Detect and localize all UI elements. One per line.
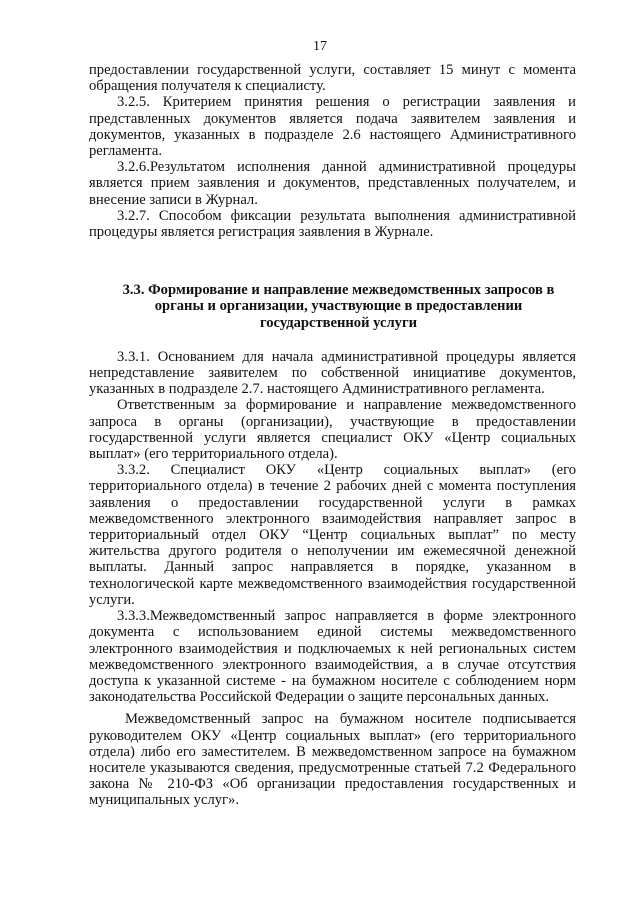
document-body xyxy=(89,62,576,809)
paragraph-paper-request: Межведомственный запрос на бумажном носителе подписывается руководителем ОКУ «Центр социальных выплат» (его территориального отдела) либо его заместителем. В межведомственном запросе на бумажном носителе указываются сведения, предусмотренные статьей 7.2 Федерального закона № 210-ФЗ «Об организации предоставления государственных и муниципальных услуг». xyxy=(89,711,576,809)
paragraph-3-3-2: 3.3.2. Специалист ОКУ «Центр социальных выплат» (его территориального отдела) в течение 2 рабочих дней с момента поступления заявления о предоставлении государственной услуги в рамках межведомственного электронного взаимодействия направляет запрос в территориальный отдел ОКУ “Центр социальных выплат” по месту жительства другого родителя о неполучении им ежемесячной денежной выплаты. Данный запрос направляется в порядке, указанном в технологической карте межведомственного взаимодействия государственной услуги. xyxy=(89,462,576,608)
paragraph-3-2-6: 3.2.6.Результатом исполнения данной административной процедуры является прием заявления и документов, представленных получателем, и внесение записи в Журнал. xyxy=(89,159,576,208)
paragraph-3-2-5: 3.2.5. Критерием принятия решения о регистрации заявления и представленных документов является подача заявителем заявления и документов, указанных в подразделе 2.6 настоящего Административного регламента. xyxy=(89,94,576,160)
section-heading-3-3: 3.3. Формирование и направление межведомственных запросов в органы и организации, участвующие в предоставлении государственной услуги xyxy=(122,282,555,331)
paragraph-3-2-4-continuation: предоставлении государственной услуги, составляет 15 минут с момента обращения получателя к специалисту. xyxy=(89,62,576,95)
paragraph-3-2-7: 3.2.7. Способом фиксации результата выполнения административной процедуры является регистрация заявления в Журнале. xyxy=(89,207,576,241)
paragraph-responsible: Ответственным за формирование и направление межведомственного запроса в органы (организации), участвующие в предоставлении государственной услуги является специалист ОКУ «Центр социальных выплат» (его территориального отдела). xyxy=(89,397,576,463)
paragraph-3-3-3: 3.3.3.Межведомственный запрос направляется в форме электронного документа с использованием единой системы межведомственного электронного взаимодействия и подключаемых к ней региональных систем межведомственного электронного взаимодействия, а в случае отсутствия доступа к указанной системе - на бумажном носителе с соблюдением норм законодательства Российской Федерации о защите персональных данных. xyxy=(89,608,576,706)
page-number: 17 xyxy=(313,39,327,54)
paragraph-3-3-1: 3.3.1. Основанием для начала административной процедуры является непредставление заявителем по собственной инициативе документов, указанных в подразделе 2.7. настоящего Административного регламента. xyxy=(89,348,576,398)
